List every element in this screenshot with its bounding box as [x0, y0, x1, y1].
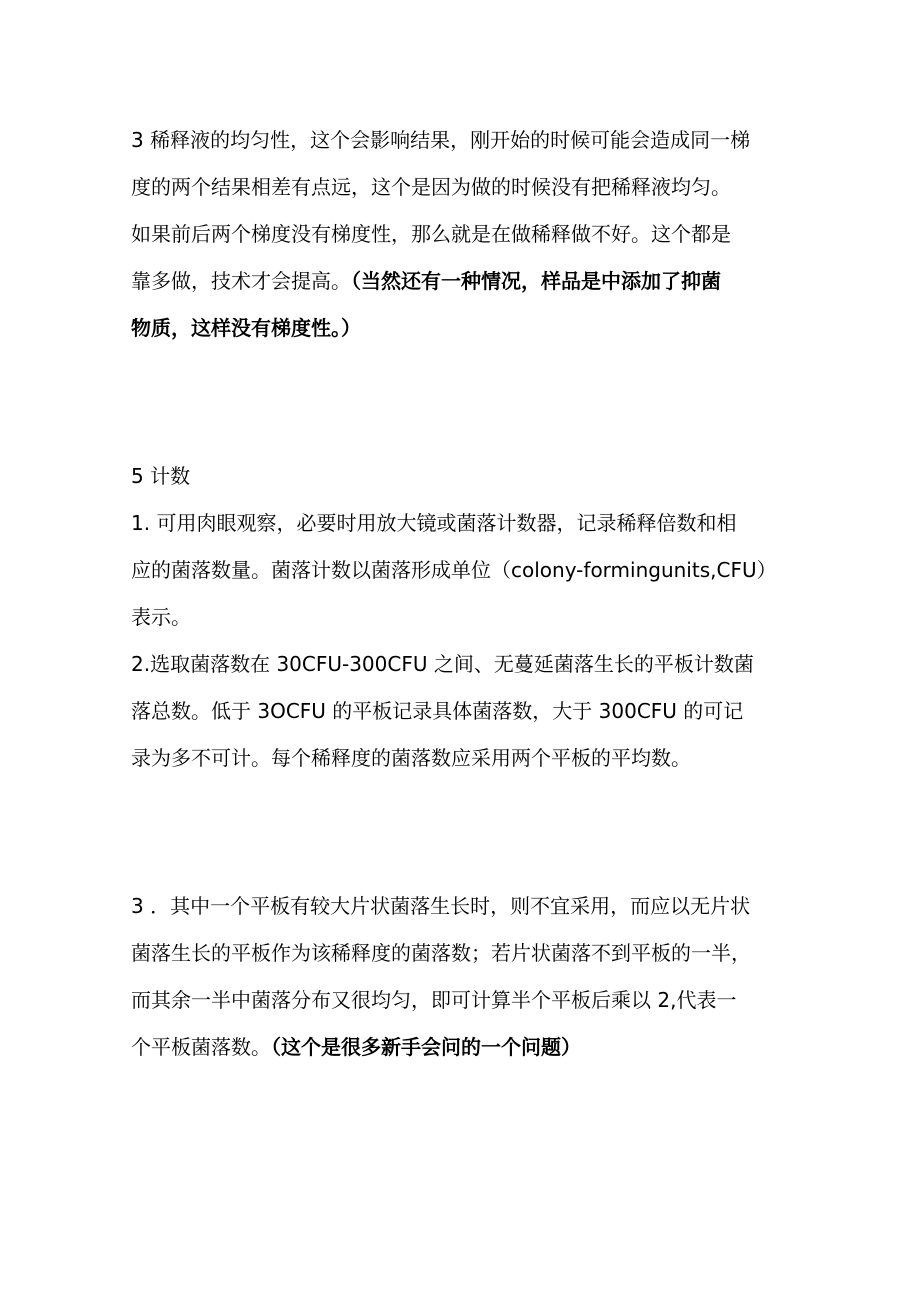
dilution-uniformity-paragraph — [131, 117, 821, 352]
text-line: 菌落生长的平板作为该稀释度的菌落数；若片状菌落不到平板的一半， — [131, 941, 751, 965]
heading-text: 5 计数 — [131, 464, 191, 488]
text-line: 录为多不可计。每个稀释度的菌落数应采用两个平板的平均数。 — [131, 746, 691, 770]
text-line — [131, 1024, 821, 1071]
text-line: 如果前后两个梯度没有梯度性，那么就是在做稀释做不好。这个都是 — [131, 222, 731, 246]
text-line: 1. 可用肉眼观察，必要时用放大镜或菌落计数器，记录稀释倍数和相 — [131, 511, 737, 535]
text-line: 2.选取菌落数在 30CFU-300CFU 之间、无蔓延菌落生长的平板计数菌 — [131, 652, 754, 676]
section-heading-counting — [131, 453, 821, 500]
counting-item-2 — [131, 641, 821, 782]
text-line — [131, 258, 821, 305]
counting-item-3 — [131, 883, 821, 1071]
text-regular: 靠多做，技术才会提高。 — [131, 269, 351, 293]
text-line: 落总数。低于 3OCFU 的平板记录具体菌落数，大于 300CFU 的可记 — [131, 699, 744, 723]
bold-note: （这个是很多新手会问的一个问题） — [271, 1035, 581, 1059]
text-line: 而其余一半中菌落分布又很均匀，即可计算半个平板后乘以 2,代表一 — [131, 988, 737, 1012]
text-regular: 个平板菌落数。 — [131, 1035, 271, 1059]
text-line: 3 ．其中一个平板有较大片状菌落生长时，则不宜采用，而应以无片状 — [131, 894, 751, 918]
bold-note-line: 物质，这样没有梯度性。） — [131, 316, 361, 340]
text-line: 度的两个结果相差有点远，这个是因为做的时候没有把稀释液均匀。 — [131, 175, 731, 199]
text-line: 应的菌落数量。菌落计数以菌落形成单位（colony-formingunits,CFU） — [131, 558, 777, 582]
text-line: 3 稀释液的均匀性，这个会影响结果，刚开始的时候可能会造成同一梯 — [131, 128, 751, 152]
text-line: 表示。 — [131, 605, 191, 629]
bold-note: （当然还有一种情况，样品是中添加了抑菌 — [351, 269, 721, 293]
counting-item-1 — [131, 500, 821, 641]
